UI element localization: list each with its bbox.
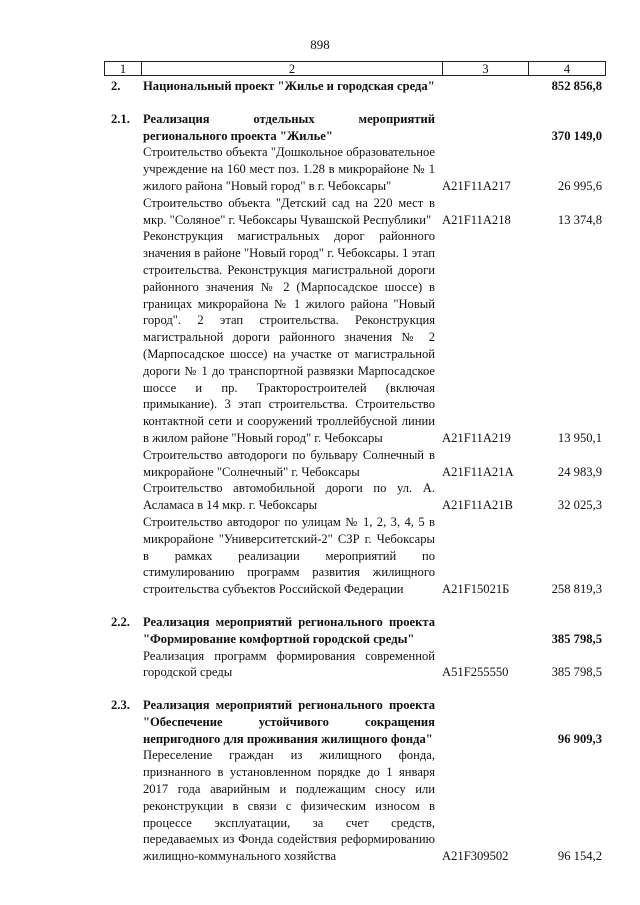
row-code: A21F11A21B [442,498,513,513]
row-amount: 852 856,8 [551,79,602,93]
row-amount: 13 374,8 [557,212,602,227]
section-row [0,78,640,95]
row-description: Строительство объекта "Детский сад на 220 мест в мкр. "Соляное" г. Чебоксары Чувашской Республики" [143,195,435,227]
row-description: Реализация мероприятий регионального проекта "Формирование комфортной городской среды" [143,614,435,646]
row-amount: 370 149,0 [551,128,602,143]
header-col-1: 1 [105,62,142,75]
row-description: Национальный проект "Жилье и городская среда" [143,79,435,93]
table-row [0,514,640,598]
row-amount: 13 950,1 [557,430,602,445]
row-amount: 26 995,6 [557,178,602,193]
row-description: Реализация отдельных мероприятий регионального проекта "Жилье" [143,111,435,143]
row-code: A21F11A21A [442,464,514,479]
row-amount: 24 983,9 [557,464,602,479]
section-row [0,697,640,747]
row-code: A21F309502 [442,849,509,864]
row-amount: 96 154,2 [557,849,602,864]
table-header [104,61,606,76]
row-code: A21F11A219 [442,430,511,445]
table-row [0,144,640,194]
table-row [0,648,640,682]
row-description: Переселение граждан из жилищного фонда, признанного в установленном порядке до 1 января 2017 года аварийным и подлежащим сносу или реконструкции в связи с физическим износом в процессе эксплуатации, за счет средств, передаваемых из Фонда содействия реформированию жилищно-коммунального хозяйства [143,748,435,864]
row-number: 2.2. [111,614,130,629]
row-number: 2. [111,79,121,93]
table-row [0,447,640,481]
row-code: A21F11A218 [442,212,511,227]
table-body [0,78,640,865]
header-col-4: 4 [563,62,571,76]
row-amount: 32 025,3 [557,498,602,513]
row-description: Строительство автодорог по улицам № 1, 2, 3, 4, 5 в микрорайоне "Университетский-2" СЗР г. Чебоксары в рамках реализации мероприятий по стимулированию программ развития жилищного строительства субъектов Российской Федерации [143,514,435,597]
table-row [0,228,640,446]
header-col-3: 3 [443,62,529,75]
row-number: 2.3. [111,698,130,713]
section-row [0,111,640,145]
table-row [0,195,640,229]
row-spacer [0,681,640,697]
page-number: 898 [310,37,330,52]
row-description: Строительство автодороги по бульвару Солнечный в микрорайоне "Солнечный" г. Чебоксары [143,447,435,479]
row-number: 2.1. [111,111,130,126]
row-amount: 96 909,3 [557,731,602,746]
row-description: Строительство автомобильной дороги по ул. А. Асламаса в 14 мкр. г. Чебоксары [143,481,435,513]
row-amount: 385 798,5 [551,665,602,680]
row-description: Реализация мероприятий регионального проекта "Обеспечение устойчивого сокращения непригодного для проживания жилищного фонда" [143,698,435,746]
row-description: Реализация программ формирования современной городской среды [143,648,435,680]
row-description: Строительство объекта "Дошкольное образовательное учреждение на 160 мест поз. 1.28 в микрорайоне № 1 жилого района "Новый город" в г. Чебоксары" [143,145,435,193]
row-code: A21F15021Б [442,582,510,597]
row-spacer [0,95,640,111]
row-amount: 385 798,5 [551,631,602,646]
table-row [0,747,640,865]
row-code: A51F255550 [442,665,509,680]
section-row [0,614,640,648]
row-spacer [0,598,640,614]
header-col-2: 2 [142,62,443,75]
row-amount: 258 819,3 [551,582,602,597]
row-description: Реконструкция магистральных дорог районного значения в районе "Новый город" г. Чебоксары. 1 этап строительства. Реконструкция магистральной дороги районного значения № 2 (Марпосадское шоссе) в границах микрорайона № 1 жилого района "Новый город". 2 этап строительства. Реконструкция магистральной дороги районного значения № 2 (Марпосадское шоссе) на участке от магистральной дороги № 1 до транспортной развязки Марпосадское шоссе и пр. Тракторостроителей (включая примыкание). 3 этап строительства. Строительство контактной сети и сооружений троллейбусной линии в жилом районе "Новый город" г. Чебоксары [143,229,435,445]
row-code: A21F11A217 [442,178,511,193]
table-row [0,480,640,514]
